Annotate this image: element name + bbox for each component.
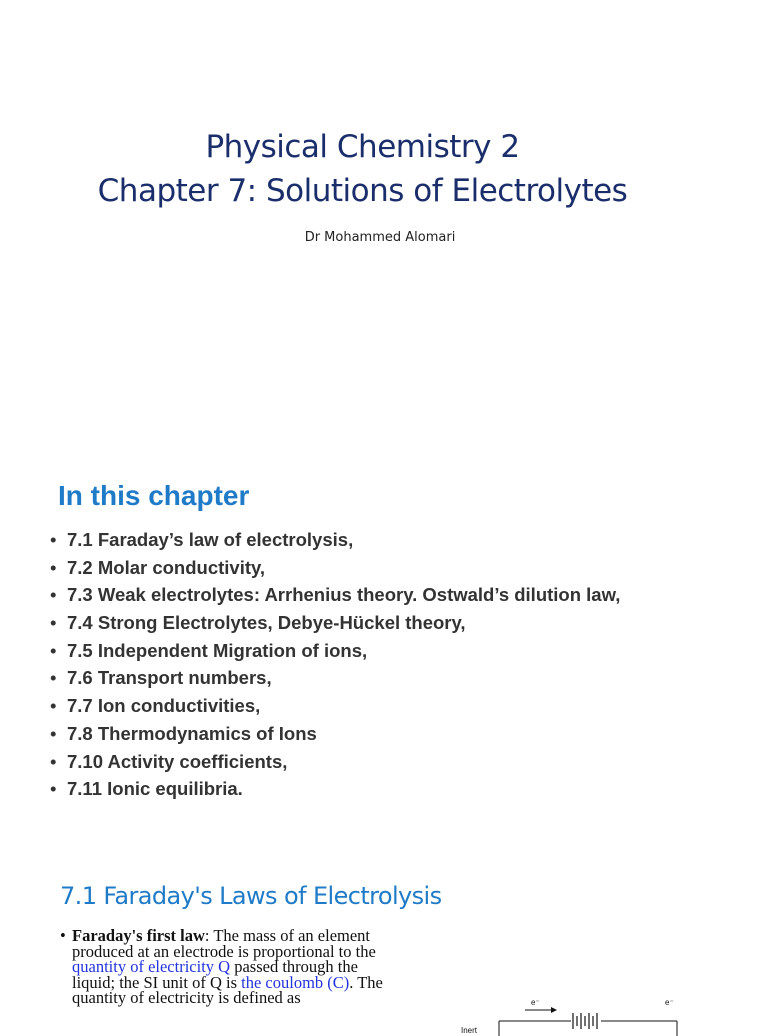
bullet-icon: • xyxy=(60,926,66,945)
faraday-slide xyxy=(0,860,768,1035)
list-item-text: 7.6 Transport numbers, xyxy=(67,667,272,689)
faraday-first-law-paragraph xyxy=(60,928,390,1006)
list-item xyxy=(50,720,620,748)
list-item-text: 7.1 Faraday’s law of electrolysis, xyxy=(67,529,354,550)
author-name: Dr Mohammed Alomari xyxy=(304,230,456,245)
list-item xyxy=(50,526,620,554)
list-item-text: 7.4 Strong Electrolytes, Debye-Hückel theory, xyxy=(67,612,466,634)
title-slide xyxy=(0,0,768,430)
text-part-2: passed through the liquid; the SI unit of Q is xyxy=(72,957,358,992)
text-part-3: . The quantity of electricity is defined as xyxy=(72,972,383,1007)
faraday-heading: 7.1 Faraday's Laws of Electrolysis xyxy=(60,882,442,910)
bullet-icon: • xyxy=(50,667,57,689)
arrow-right-icon xyxy=(525,1007,557,1013)
contents-list xyxy=(50,526,620,803)
inert-electrode-label: Inert xyxy=(461,1026,478,1035)
list-item xyxy=(50,637,620,665)
bullet-icon: • xyxy=(50,778,57,800)
bullet-icon: • xyxy=(50,750,57,772)
law-term: Faraday's first law xyxy=(72,926,205,945)
link-quantity-of-electricity[interactable]: quantity of electricity Q xyxy=(72,957,231,976)
paragraph-text xyxy=(72,928,390,1006)
electron-label-left: e⁻ xyxy=(531,998,540,1007)
text-part-1: : The mass of an element produced at an electrode is proportional to the xyxy=(72,926,376,961)
list-item xyxy=(50,664,620,692)
battery-icon xyxy=(573,1013,597,1029)
list-item xyxy=(50,775,620,803)
bullet-icon: • xyxy=(50,612,57,634)
electron-label-right: e⁻ xyxy=(665,998,674,1007)
list-item-text: 7.5 Independent Migration of ions, xyxy=(67,639,368,661)
bullet-icon: • xyxy=(50,722,57,744)
circuit-wire xyxy=(499,1021,677,1036)
list-item xyxy=(50,609,620,637)
slide-title xyxy=(0,125,725,213)
list-item xyxy=(50,692,620,720)
title-line-2: Chapter 7: Solutions of Electrolytes xyxy=(97,173,628,209)
list-item-text: 7.7 Ion conductivities, xyxy=(67,695,261,717)
electrolysis-circuit-diagram xyxy=(455,996,685,1036)
contents-slide xyxy=(0,450,768,840)
bullet-icon: • xyxy=(50,529,57,550)
list-item-text: 7.10 Activity coefficients, xyxy=(67,750,288,772)
list-item-text: 7.11 Ionic equilibria. xyxy=(67,778,243,800)
list-item-text: 7.3 Weak electrolytes: Arrhenius theory. Ostwald’s dilution law, xyxy=(67,584,621,606)
title-line-1: Physical Chemistry 2 xyxy=(205,129,520,165)
list-item xyxy=(50,554,620,582)
bullet-icon: • xyxy=(50,639,57,661)
bullet-icon: • xyxy=(50,695,57,717)
list-item-text: 7.2 Molar conductivity, xyxy=(67,556,266,578)
list-item-text: 7.8 Thermodynamics of Ions xyxy=(67,722,317,744)
link-coulomb[interactable]: the coulomb (C) xyxy=(241,972,350,992)
contents-heading: In this chapter xyxy=(58,480,250,511)
list-item xyxy=(50,581,620,609)
bullet-icon: • xyxy=(50,584,57,606)
list-item xyxy=(50,748,620,776)
bullet-icon: • xyxy=(50,556,57,578)
